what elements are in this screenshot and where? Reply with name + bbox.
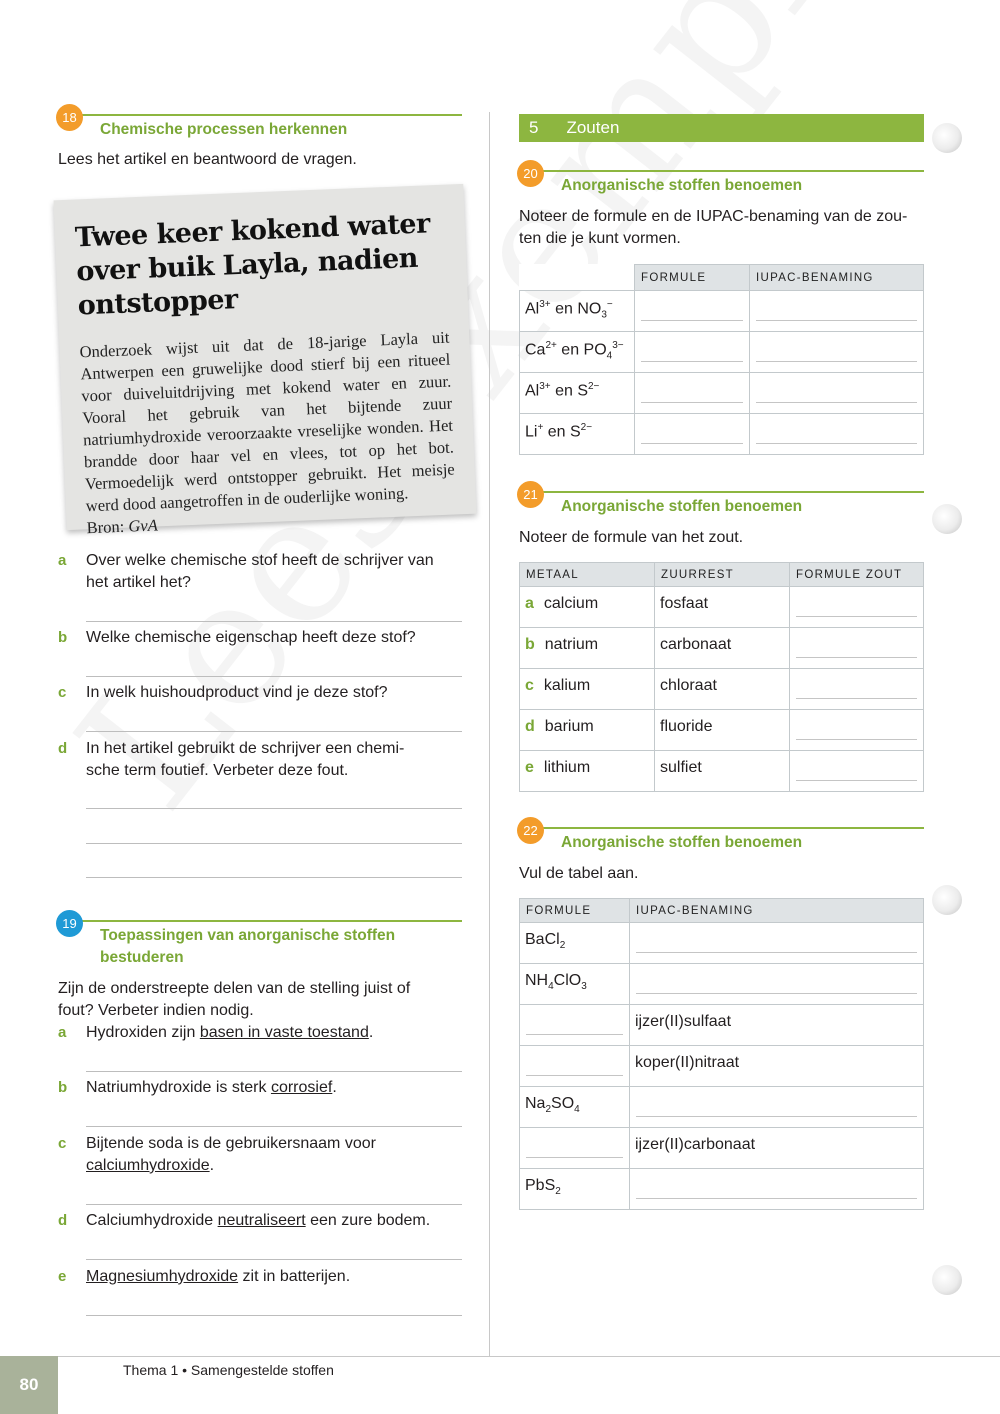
name-cell: koper(II)nitraat: [630, 1046, 924, 1087]
acid-residue-cell: fluoride: [655, 710, 790, 751]
metal-name: natrium: [544, 636, 599, 653]
section-header: [519, 114, 924, 142]
table-row: [520, 751, 924, 792]
binder-hole: [932, 123, 962, 153]
intro-line: fout? Verbeter indien nodig.: [58, 1002, 254, 1019]
salt-table: [519, 562, 924, 792]
metal-name: kalium: [543, 677, 591, 694]
question-letter: d: [58, 740, 68, 757]
table-row: [520, 332, 924, 373]
table-row: [520, 1087, 924, 1128]
underlined-part: basen in vaste toestand: [199, 1024, 369, 1041]
question-letter: c: [58, 1135, 67, 1152]
formula-answer[interactable]: [520, 1046, 630, 1087]
formula-answer[interactable]: [790, 628, 924, 669]
exercise-number: 19: [56, 910, 83, 937]
ions-cell: $Al^{3+}$ en $S^{2-}$: [520, 373, 635, 414]
header-rule: [519, 827, 924, 829]
footer-rule: [58, 1356, 1000, 1357]
answer-line[interactable]: [86, 877, 462, 878]
statement-text: .: [209, 1157, 215, 1174]
exercise-number: 18: [56, 104, 83, 131]
formula-cell: PbS$_2$: [520, 1169, 630, 1210]
column-header: FORMULE: [520, 899, 630, 923]
statement-text: zit in batterijen.: [238, 1268, 351, 1285]
question-line: Over welke chemische stof heeft de schrijver van: [86, 552, 434, 569]
article-text: Onderzoek wijst uit dat de 18-jarige Layla uit Antwerpen een gruwelijke dood stierf bij een ritueel voor duiveluitdrijving met kokend water en zuur. Vooral het gebruik van het bijtende zuur natriumhydroxide veroorzaakte vreselijke wonden. Het brandde door haar vel en vlees, tot op het bot. Vermoedelijk werd ontstopper gebruikt. Het meisje werd dood aangetroffen in de ouderlijke woning.: [79, 327, 456, 516]
statement-text: Hydroxiden zijn: [86, 1024, 200, 1041]
ions-table: [519, 264, 924, 455]
table-row: [520, 710, 924, 751]
formula-answer[interactable]: [635, 332, 750, 373]
question-letter: d: [58, 1212, 68, 1229]
name-answer[interactable]: [630, 964, 924, 1005]
statement-d: [86, 1210, 430, 1232]
question-line: sche term foutief. Verbeter deze fout.: [86, 762, 349, 779]
intro-line: Zijn de onderstreepte delen van de stelling juist of: [58, 980, 411, 997]
answer-line[interactable]: [86, 1126, 462, 1127]
formula-answer[interactable]: [520, 1128, 630, 1169]
exercise-title: Anorganische stoffen benoemen: [561, 177, 803, 194]
row-letter: a: [525, 595, 534, 612]
exercise-intro: [519, 206, 907, 250]
underlined-part: neutraliseert: [217, 1212, 306, 1229]
table-row: [520, 414, 924, 455]
formula-answer[interactable]: [635, 291, 750, 332]
statement-e: [86, 1266, 350, 1288]
ions-cell: $Ca^{2+}$ en $PO_4^{3-}$: [520, 332, 635, 373]
exercise-title: Anorganische stoffen benoemen: [561, 498, 803, 515]
column-header: FORMULE: [635, 265, 750, 291]
article-source: GvA: [128, 515, 159, 536]
acid-residue-cell: fosfaat: [655, 587, 790, 628]
statement-text: een zure bodem.: [305, 1212, 431, 1229]
table-row: [520, 1128, 924, 1169]
column-divider: [489, 112, 490, 1356]
newspaper-clipping: [54, 184, 477, 538]
question-line: het artikel het?: [86, 574, 191, 591]
empty-header-cell: [520, 265, 635, 291]
metal-name: calcium: [543, 595, 599, 612]
question-line: In het artikel gebruikt de schrijver een chemi-: [86, 740, 405, 757]
section-title: Zouten: [566, 118, 620, 137]
statement-a: [86, 1022, 373, 1044]
question-letter: a: [58, 1024, 67, 1041]
table-row: [520, 1046, 924, 1087]
acid-residue-cell: sulfiet: [655, 751, 790, 792]
header-rule: [58, 114, 462, 116]
answer-line[interactable]: [86, 1204, 462, 1205]
statement-text: Bijtende soda is de gebruikersnaam voor: [86, 1135, 376, 1152]
metal-name: lithium: [543, 759, 591, 776]
table-row: [520, 373, 924, 414]
answer-line[interactable]: [86, 676, 462, 677]
underlined-part: Magnesiumhydroxide: [86, 1268, 239, 1285]
ions-cell: Li+ en $S^{2-}$: [520, 414, 635, 455]
question-letter: b: [58, 1079, 68, 1096]
metal-cell: [520, 587, 655, 628]
question-text: [86, 550, 434, 594]
footer-text: Thema 1 • Samengestelde stoffen: [123, 1362, 334, 1378]
statement-text: .: [332, 1079, 337, 1096]
answer-line[interactable]: [86, 808, 462, 809]
binder-hole: [932, 504, 962, 534]
answer-line[interactable]: [86, 1071, 462, 1072]
title-line: bestuderen: [100, 949, 184, 966]
name-answer[interactable]: [630, 923, 924, 964]
question-letter: e: [58, 1268, 67, 1285]
formula-cell: $Na_2SO_4$: [520, 1087, 630, 1128]
name-cell: ijzer(II)carbonaat: [630, 1128, 924, 1169]
statement-text: .: [368, 1024, 374, 1041]
intro-line: ten die je kunt vormen.: [519, 230, 681, 247]
metal-cell: [520, 710, 655, 751]
formula-cell: BaCl$_2$: [520, 923, 630, 964]
name-answer[interactable]: [750, 332, 924, 373]
formula-answer[interactable]: [790, 587, 924, 628]
exercise-number: 22: [517, 817, 544, 844]
question-text: [86, 738, 404, 782]
exercise-intro: Lees het artikel en beantwoord de vragen.: [58, 151, 357, 168]
answer-line[interactable]: [86, 1315, 462, 1316]
formula-answer[interactable]: [635, 373, 750, 414]
table-row: [520, 964, 924, 1005]
table-row: [520, 1169, 924, 1210]
ions-cell: $Al^{3+}$ en $NO_3^-$: [520, 291, 635, 332]
column-header: ZUURREST: [655, 563, 790, 587]
column-header: IUPAC-BENAMING: [630, 899, 924, 923]
exercise-title: Chemische processen herkennen: [100, 121, 348, 138]
title-line: Toepassingen van anorganische stoffen: [100, 927, 396, 944]
article-source-label: Bron:: [86, 516, 129, 538]
table-row: [520, 291, 924, 332]
table-row: [520, 628, 924, 669]
metal-cell: [520, 669, 655, 710]
answer-line[interactable]: [86, 621, 462, 622]
exercise-intro: Vul de tabel aan.: [519, 865, 639, 882]
table-row: [520, 923, 924, 964]
statement-text: Calciumhydroxide: [86, 1212, 218, 1229]
formula-answer[interactable]: [520, 1005, 630, 1046]
section-number: 5: [529, 118, 539, 137]
question-letter: b: [58, 629, 68, 646]
table-row: [520, 669, 924, 710]
exercise-number: 20: [517, 160, 544, 187]
answer-line[interactable]: [86, 1259, 462, 1260]
page-number: 80: [0, 1356, 58, 1414]
fill-in-table: [519, 898, 924, 1210]
formula-answer[interactable]: [790, 751, 924, 792]
metal-cell: [520, 628, 655, 669]
column-header: IUPAC-BENAMING: [750, 265, 924, 291]
name-answer[interactable]: [750, 291, 924, 332]
header-rule: [519, 491, 924, 493]
binder-hole: [932, 1265, 962, 1295]
name-answer[interactable]: [750, 414, 924, 455]
question-text: In welk huishoudproduct vind je deze stof?: [86, 684, 388, 701]
statement-text: Natriumhydroxide is sterk: [86, 1079, 271, 1096]
formula-answer[interactable]: [790, 710, 924, 751]
binder-hole: [932, 885, 962, 915]
question-letter: a: [58, 552, 67, 569]
acid-residue-cell: carbonaat: [655, 628, 790, 669]
exercise-title: Anorganische stoffen benoemen: [561, 834, 803, 851]
table-row: [520, 1005, 924, 1046]
column-header: FORMULE ZOUT: [790, 563, 924, 587]
table-row: [520, 587, 924, 628]
statement-b: [86, 1077, 337, 1099]
row-letter: c: [525, 677, 534, 694]
name-cell: ijzer(II)sulfaat: [630, 1005, 924, 1046]
exercise-intro: [58, 978, 410, 1022]
formula-answer[interactable]: [790, 669, 924, 710]
name-answer[interactable]: [630, 1087, 924, 1128]
acid-residue-cell: chloraat: [655, 669, 790, 710]
row-letter: b: [525, 636, 535, 653]
answer-line[interactable]: [86, 843, 462, 844]
answer-line[interactable]: [86, 731, 462, 732]
article-body: [79, 327, 457, 540]
exercise-19-header: [58, 916, 462, 966]
metal-name: barium: [544, 718, 594, 735]
name-answer[interactable]: [630, 1169, 924, 1210]
underlined-part: calciumhydroxide: [86, 1157, 210, 1174]
name-answer[interactable]: [750, 373, 924, 414]
question-letter: c: [58, 684, 67, 701]
underlined-part: corrosief: [270, 1079, 333, 1096]
article-title: Twee keer kokend water over buik Layla, nadien ontstopper: [74, 208, 431, 322]
formula-answer[interactable]: [635, 414, 750, 455]
exercise-title: [100, 925, 395, 969]
formula-cell: $NH_4ClO_3$: [520, 964, 630, 1005]
metal-cell: [520, 751, 655, 792]
intro-line: Noteer de formule en de IUPAC-benaming van de zou-: [519, 208, 908, 225]
statement-c: [86, 1133, 376, 1177]
exercise-number: 21: [517, 481, 544, 508]
header-rule: [58, 920, 462, 922]
header-rule: [519, 170, 924, 172]
row-letter: d: [525, 718, 535, 735]
column-header: METAAL: [520, 563, 655, 587]
exercise-intro: Noteer de formule van het zout.: [519, 529, 744, 546]
question-text: Welke chemische eigenschap heeft deze stof?: [86, 629, 416, 646]
row-letter: e: [525, 759, 534, 776]
